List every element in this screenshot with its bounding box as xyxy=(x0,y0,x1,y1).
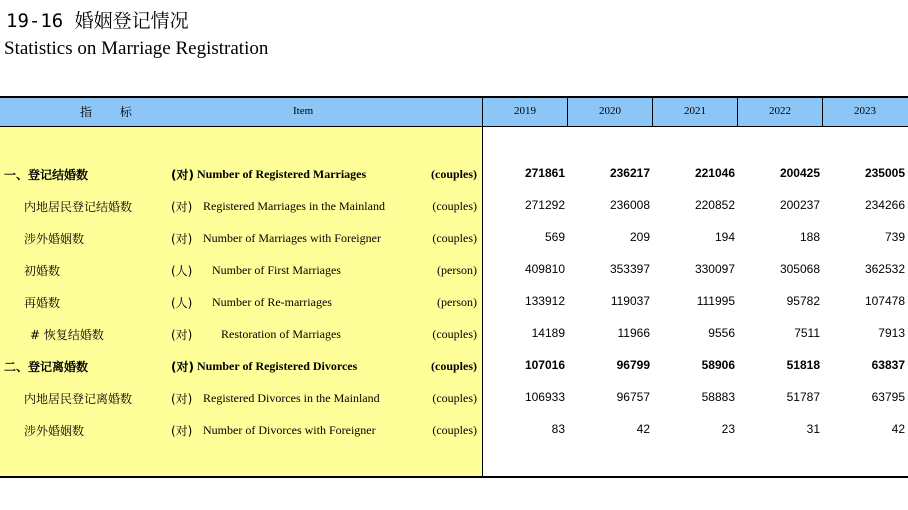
row-label-cn: 涉外婚姻数 xyxy=(24,424,85,438)
row-unit-en: (couples) xyxy=(432,231,477,245)
cell-value: 95782 xyxy=(786,294,820,308)
cell-value: 9556 xyxy=(708,326,735,340)
cell-value: 200425 xyxy=(779,166,820,180)
cell-value: 194 xyxy=(714,230,735,244)
cell-value: 96799 xyxy=(616,358,650,372)
table-row xyxy=(0,326,908,358)
cell-value: 271292 xyxy=(524,198,565,212)
cell-value: 51787 xyxy=(786,390,820,404)
header-year: 2023 xyxy=(854,105,876,117)
table-bottom-rule xyxy=(0,476,908,478)
row-label-en: Number of First Marriages xyxy=(212,263,341,277)
cell-value: 188 xyxy=(799,230,820,244)
table-title-cn: 19-16 婚姻登记情况 xyxy=(6,10,189,32)
row-unit-en: (couples) xyxy=(431,167,477,181)
cell-value: 236217 xyxy=(609,166,650,180)
row-unit-cn: (对) xyxy=(171,168,194,182)
cell-value: 236008 xyxy=(609,198,650,212)
header-year: 2022 xyxy=(769,105,791,117)
cell-value: 107478 xyxy=(864,294,905,308)
cell-value: 235005 xyxy=(864,166,905,180)
cell-value: 271861 xyxy=(524,166,565,180)
cell-value: 58906 xyxy=(701,358,735,372)
row-label-en: Number of Marriages with Foreigner xyxy=(203,231,381,245)
table-row xyxy=(0,230,908,262)
row-unit-en: (person) xyxy=(437,263,477,277)
row-unit-cn: (对) xyxy=(171,328,193,342)
cell-value: 209 xyxy=(629,230,650,244)
row-unit-en: (couples) xyxy=(432,327,477,341)
cell-value: 63795 xyxy=(871,390,905,404)
table-row xyxy=(0,422,908,454)
cell-value: 7913 xyxy=(878,326,905,340)
cell-value: 221046 xyxy=(694,166,735,180)
row-label-en: Number of Re-marriages xyxy=(212,295,332,309)
cell-value: 569 xyxy=(544,230,565,244)
cell-value: 42 xyxy=(891,422,905,436)
table-row xyxy=(0,390,908,422)
table-row xyxy=(0,262,908,294)
table-title-en: Statistics on Marriage Registration xyxy=(4,38,269,59)
row-unit-cn: (人) xyxy=(171,264,193,278)
cell-value: 23 xyxy=(721,422,735,436)
row-unit-cn: (对) xyxy=(171,232,193,246)
cell-value: 83 xyxy=(551,422,565,436)
row-unit-cn: (人) xyxy=(171,296,193,310)
header-year: 2021 xyxy=(684,105,706,117)
cell-value: 220852 xyxy=(694,198,735,212)
cell-value: 119037 xyxy=(610,294,650,308)
cell-value: 11966 xyxy=(617,326,650,340)
header-year: 2019 xyxy=(514,105,536,117)
header-item-en: Item xyxy=(293,105,314,117)
row-label-en: Restoration of Marriages xyxy=(221,327,341,341)
cell-value: 106933 xyxy=(524,390,565,404)
cell-value: 58883 xyxy=(701,390,735,404)
row-label-en: Number of Registered Divorces xyxy=(197,359,358,373)
row-unit-en: (person) xyxy=(437,295,477,309)
table-row xyxy=(0,198,908,230)
row-unit-cn: (对) xyxy=(171,200,193,214)
row-unit-cn: (对) xyxy=(171,424,193,438)
row-label-cn: 再婚数 xyxy=(24,296,61,310)
cell-value: 234266 xyxy=(864,198,905,212)
header-year: 2020 xyxy=(599,105,621,117)
row-label-en: Registered Divorces in the Mainland xyxy=(203,391,380,405)
row-label-cn: 二、登记离婚数 xyxy=(4,360,89,374)
row-unit-en: (couples) xyxy=(431,359,477,373)
cell-value: 31 xyxy=(806,422,820,436)
table-row xyxy=(0,294,908,326)
cell-value: 305068 xyxy=(779,262,820,276)
statistics-table xyxy=(0,96,908,478)
row-label-cn: 内地居民登记结婚数 xyxy=(24,200,133,214)
cell-value: 63837 xyxy=(871,358,905,372)
row-label-cn: # 恢复结婚数 xyxy=(30,328,104,342)
header-label-area xyxy=(0,98,482,126)
row-unit-cn: (对) xyxy=(171,392,193,406)
cell-value: 739 xyxy=(884,230,905,244)
row-label-en: Number of Divorces with Foreigner xyxy=(203,423,376,437)
header-indicator-cn: 指 标 xyxy=(80,105,144,119)
row-unit-cn: (对) xyxy=(171,360,194,374)
row-label-cn: 一、登记结婚数 xyxy=(4,168,89,182)
cell-value: 107016 xyxy=(524,358,565,372)
row-label-cn: 涉外婚姻数 xyxy=(24,232,85,246)
cell-value: 362532 xyxy=(864,262,905,276)
cell-value: 7511 xyxy=(794,326,820,340)
header-bottom-rule xyxy=(0,126,908,127)
cell-value: 330097 xyxy=(694,262,735,276)
cell-value: 353397 xyxy=(609,262,650,276)
row-unit-en: (couples) xyxy=(432,199,477,213)
cell-value: 111995 xyxy=(696,294,735,308)
cell-value: 409810 xyxy=(524,262,565,276)
row-label-cn: 内地居民登记离婚数 xyxy=(24,392,133,406)
table-row xyxy=(0,166,908,198)
cell-value: 96757 xyxy=(616,390,650,404)
row-label-cn: 初婚数 xyxy=(24,264,61,278)
cell-value: 42 xyxy=(636,422,650,436)
row-label-en: Number of Registered Marriages xyxy=(197,167,367,181)
row-unit-en: (couples) xyxy=(432,423,477,437)
cell-value: 200237 xyxy=(779,198,820,212)
row-unit-en: (couples) xyxy=(432,391,477,405)
cell-value: 133912 xyxy=(524,294,565,308)
table-row xyxy=(0,358,908,390)
row-label-en: Registered Marriages in the Mainland xyxy=(203,199,385,213)
cell-value: 14189 xyxy=(531,326,565,340)
cell-value: 51818 xyxy=(786,358,820,372)
